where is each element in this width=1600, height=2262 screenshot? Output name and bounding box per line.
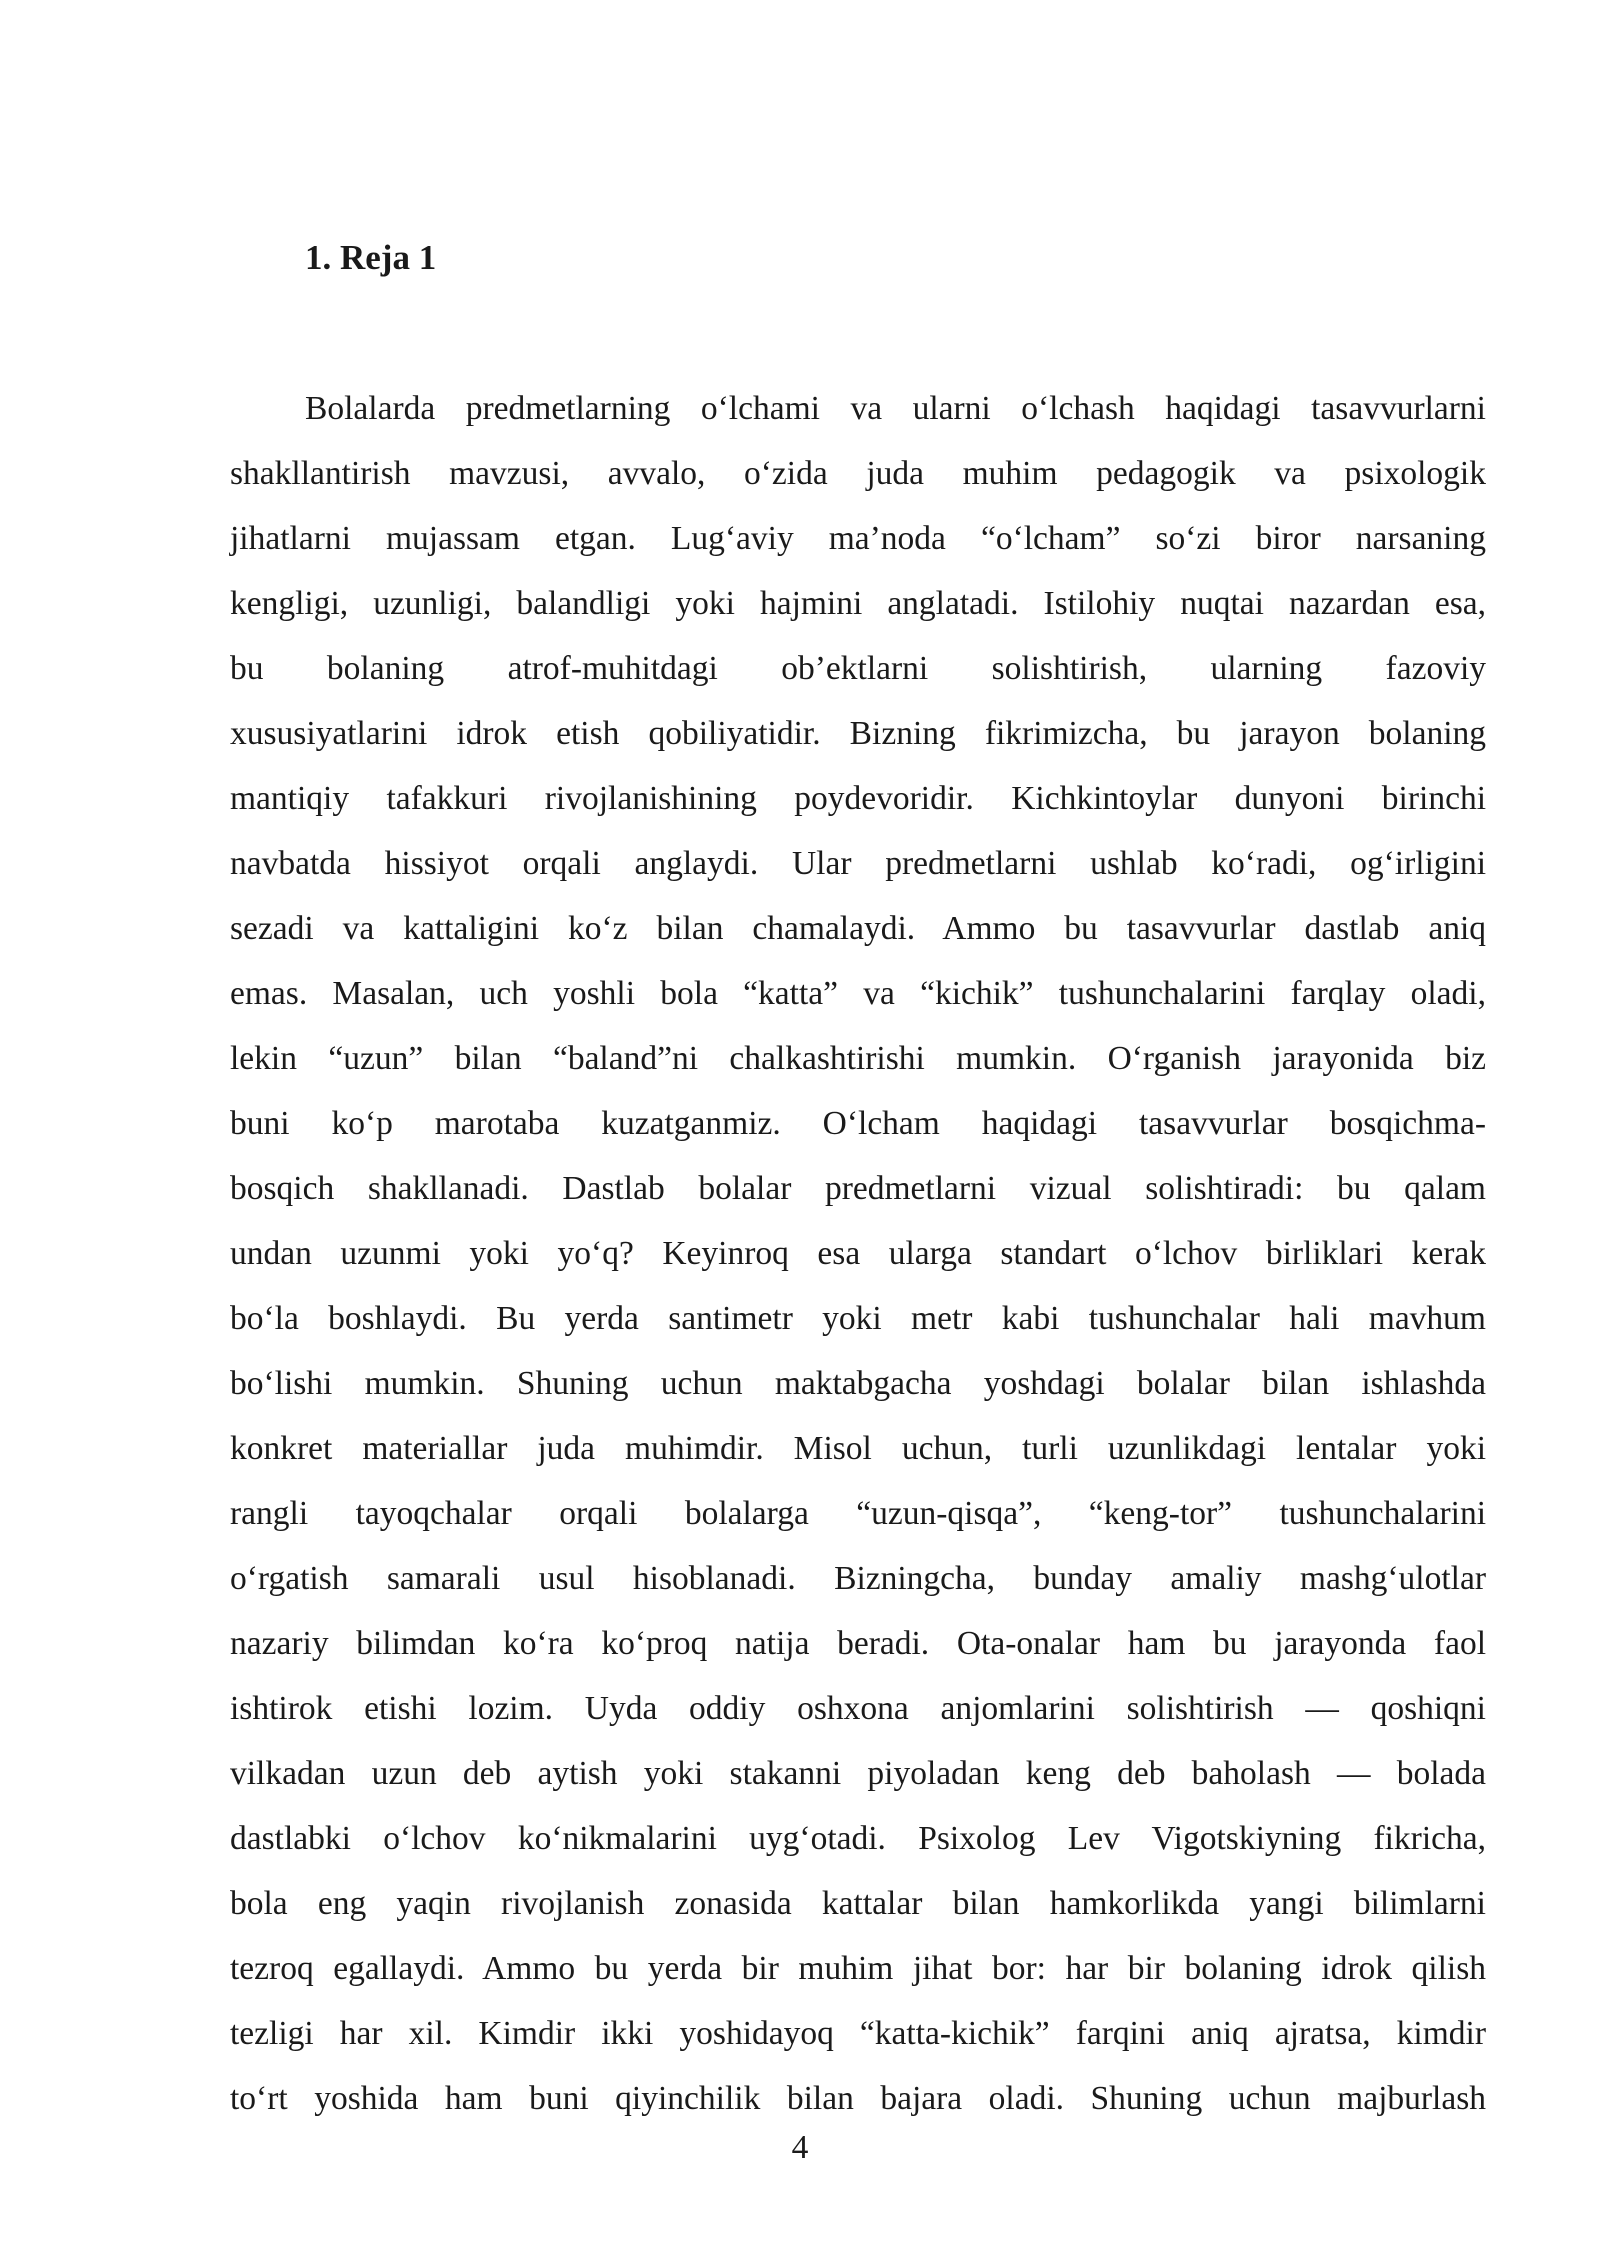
paragraph-line: kengligi, uzunligi, balandligi yoki hajmini anglatadi. Istilohiy nuqtai nazardan esa, (230, 585, 1486, 622)
paragraph-line: xususiyatlarini idrok etish qobiliyatidir. Bizning fikrimizcha, bu jarayon bolaning (230, 715, 1486, 752)
paragraph-line: dastlabki o‘lchov ko‘nikmalarini uyg‘otadi. Psixolog Lev Vigotskiyning fikricha, (230, 1820, 1486, 1857)
paragraph-line: Bolalarda predmetlarning o‘lchami va ularni o‘lchash haqidagi tasavvurlarni (305, 390, 1486, 427)
paragraph-line: navbatda hissiyot orqali anglaydi. Ular predmetlarni ushlab ko‘radi, og‘irligini (230, 845, 1486, 882)
paragraph-line: undan uzunmi yoki yo‘q? Keyinroq esa ularga standart o‘lchov birliklari kerak (230, 1235, 1486, 1272)
page-number: 4 (791, 2129, 809, 2166)
paragraph-line: nazariy bilimdan ko‘ra ko‘proq natija beradi. Ota-onalar ham bu jarayonda faol (230, 1625, 1486, 1662)
paragraph-line: mantiqiy tafakkuri rivojlanishining poydevoridir. Kichkintoylar dunyoni birinchi (230, 780, 1486, 817)
paragraph-line: sezadi va kattaligini ko‘z bilan chamalaydi. Ammo bu tasavvurlar dastlab aniq (230, 910, 1486, 947)
paragraph-line: rangli tayoqchalar orqali bolalarga “uzun-qisqa”, “keng-tor” tushunchalarini (230, 1495, 1486, 1532)
paragraph-line: bu bolaning atrof-muhitdagi ob’ektlarni solishtirish, ularning fazoviy (230, 650, 1486, 687)
paragraph-line: vilkadan uzun deb aytish yoki stakanni piyoladan keng deb baholash — bolada (230, 1755, 1486, 1792)
paragraph-line: ishtirok etishi lozim. Uyda oddiy oshxona anjomlarini solishtirish — qoshiqni (230, 1690, 1486, 1727)
paragraph-line: shakllantirish mavzusi, avvalo, o‘zida juda muhim pedagogik va psixologik (230, 455, 1486, 492)
paragraph-line: bosqich shakllanadi. Dastlab bolalar predmetlarni vizual solishtiradi: bu qalam (230, 1170, 1486, 1207)
paragraph-line: jihatlarni mujassam etgan. Lug‘aviy ma’noda “o‘lcham” so‘zi biror narsaning (230, 520, 1486, 557)
paragraph-line: emas. Masalan, uch yoshli bola “katta” va “kichik” tushunchalarini farqlay oladi, (230, 975, 1486, 1012)
paragraph-line: konkret materiallar juda muhimdir. Misol uchun, turli uzunlikdagi lentalar yoki (230, 1430, 1486, 1467)
paragraph-line: to‘rt yoshida ham buni qiyinchilik bilan bajara oladi. Shuning uchun majburlash (230, 2080, 1486, 2117)
paragraph-line: bola eng yaqin rivojlanish zonasida kattalar bilan hamkorlikda yangi bilimlarni (230, 1885, 1486, 1922)
paragraph-line: o‘rgatish samarali usul hisoblanadi. Bizningcha, bunday amaliy mashg‘ulotlar (230, 1560, 1486, 1597)
body-paragraph (230, 376, 1486, 2131)
paragraph-line: tezroq egallaydi. Ammo bu yerda bir muhim jihat bor: har bir bolaning idrok qilish (230, 1950, 1486, 1987)
paragraph-line: tezligi har xil. Kimdir ikki yoshidayoq “katta-kichik” farqini aniq ajratsa, kimdir (230, 2015, 1486, 2052)
paragraph-line: bo‘la boshlaydi. Bu yerda santimetr yoki metr kabi tushunchalar hali mavhum (230, 1300, 1486, 1337)
paragraph-line: buni ko‘p marotaba kuzatganmiz. O‘lcham haqidagi tasavvurlar bosqichma- (230, 1105, 1486, 1142)
section-heading: 1. Reja 1 (305, 238, 437, 277)
paragraph-line: bo‘lishi mumkin. Shuning uchun maktabgacha yoshdagi bolalar bilan ishlashda (230, 1365, 1486, 1402)
paragraph-line: lekin “uzun” bilan “baland”ni chalkashtirishi mumkin. O‘rganish jarayonida biz (230, 1040, 1486, 1077)
